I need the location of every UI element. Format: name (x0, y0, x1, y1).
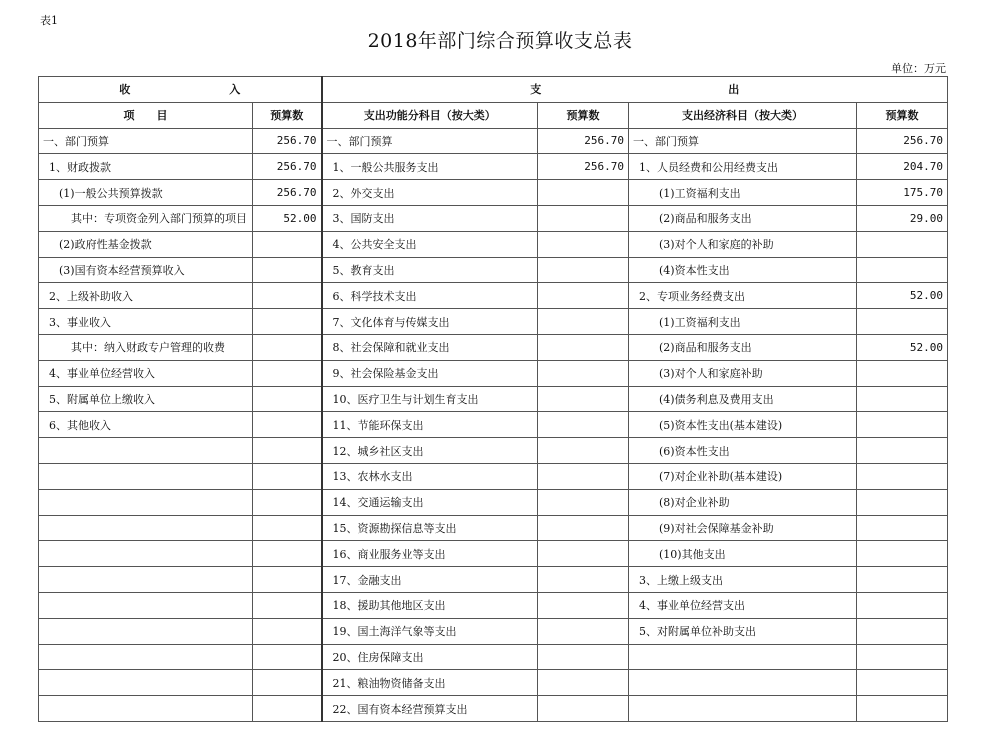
economic-class-cell (629, 696, 857, 722)
economic-amount-cell (857, 541, 948, 567)
income-amount-cell (253, 412, 322, 438)
income-amount-cell (253, 231, 322, 257)
economic-class-cell: (4)资本性支出 (629, 257, 857, 283)
function-class-cell: 2、外交支出 (322, 180, 538, 206)
economic-class-cell (629, 670, 857, 696)
income-amount-cell (253, 257, 322, 283)
table-row (39, 154, 948, 180)
income-amount-cell (253, 515, 322, 541)
function-amount-cell (538, 515, 629, 541)
income-item-cell: 6、其他收入 (39, 412, 253, 438)
income-item-cell (39, 438, 253, 464)
function-amount-cell (538, 618, 629, 644)
function-class-cell: 一、部门预算 (322, 128, 538, 154)
income-item-cell: 其中：纳入财政专户管理的收费 (39, 334, 253, 360)
economic-class-cell: (8)对企业补助 (629, 489, 857, 515)
table-row (39, 360, 948, 386)
income-item-cell (39, 515, 253, 541)
economic-class-cell: (1)工资福利支出 (629, 180, 857, 206)
function-class-cell: 4、公共安全支出 (322, 231, 538, 257)
economic-amount-cell (857, 463, 948, 489)
function-class-cell: 14、交通运输支出 (322, 489, 538, 515)
function-amount-cell (538, 670, 629, 696)
economic-class-cell (629, 644, 857, 670)
header-row-columns (39, 102, 948, 128)
function-amount-cell: 256.70 (538, 128, 629, 154)
table-row (39, 257, 948, 283)
economic-class-cell: (5)资本性支出(基本建设) (629, 412, 857, 438)
economic-class-cell: 一、部门预算 (629, 128, 857, 154)
income-amount-cell (253, 567, 322, 593)
function-amount-cell (538, 592, 629, 618)
function-class-cell: 20、住房保障支出 (322, 644, 538, 670)
economic-amount-cell: 52.00 (857, 334, 948, 360)
table-row (39, 618, 948, 644)
function-amount-cell (538, 412, 629, 438)
income-item-cell: 其中：专项资金列入部门预算的项目 (39, 205, 253, 231)
table-row (39, 438, 948, 464)
income-item-cell (39, 670, 253, 696)
economic-amount-cell (857, 257, 948, 283)
table-row (39, 567, 948, 593)
income-amount-cell (253, 283, 322, 309)
table-number-label: 表1 (40, 14, 58, 27)
function-budget-column-header: 预算数 (538, 102, 629, 128)
income-amount-cell (253, 541, 322, 567)
economic-class-cell: (3)对个人和家庭的补助 (629, 231, 857, 257)
income-amount-cell (253, 696, 322, 722)
economic-amount-cell (857, 670, 948, 696)
income-item-cell: 3、事业收入 (39, 309, 253, 335)
economic-class-cell: (2)商品和服务支出 (629, 205, 857, 231)
function-amount-cell (538, 360, 629, 386)
economic-budget-column-header: 预算数 (857, 102, 948, 128)
table-row (39, 644, 948, 670)
economic-class-column-header: 支出经济科目（按大类） (629, 102, 857, 128)
income-amount-cell (253, 438, 322, 464)
economic-amount-cell (857, 489, 948, 515)
economic-class-cell: (9)对社会保障基金补助 (629, 515, 857, 541)
income-amount-cell (253, 386, 322, 412)
income-amount-cell (253, 463, 322, 489)
table-row (39, 309, 948, 335)
function-class-cell: 16、商业服务业等支出 (322, 541, 538, 567)
income-item-cell (39, 618, 253, 644)
income-item-cell (39, 489, 253, 515)
function-amount-cell (538, 567, 629, 593)
economic-class-cell: 1、人员经费和公用经费支出 (629, 154, 857, 180)
economic-amount-cell (857, 309, 948, 335)
function-class-cell: 7、文化体育与传媒支出 (322, 309, 538, 335)
income-item-cell: 4、事业单位经营收入 (39, 360, 253, 386)
table-row (39, 541, 948, 567)
table-row (39, 489, 948, 515)
economic-amount-cell (857, 360, 948, 386)
economic-amount-cell (857, 644, 948, 670)
income-item-cell (39, 592, 253, 618)
economic-amount-cell (857, 438, 948, 464)
table-row (39, 128, 948, 154)
function-amount-cell (538, 386, 629, 412)
table-row (39, 670, 948, 696)
economic-class-cell: (4)债务利息及费用支出 (629, 386, 857, 412)
income-amount-cell (253, 644, 322, 670)
income-amount-cell (253, 489, 322, 515)
function-amount-cell (538, 283, 629, 309)
income-item-cell: 2、上级补助收入 (39, 283, 253, 309)
economic-class-cell: (7)对企业补助(基本建设) (629, 463, 857, 489)
income-item-cell: 5、附属单位上缴收入 (39, 386, 253, 412)
income-item-cell (39, 567, 253, 593)
table-row (39, 386, 948, 412)
function-class-cell: 11、节能环保支出 (322, 412, 538, 438)
economic-class-cell: 2、专项业务经费支出 (629, 283, 857, 309)
function-class-cell: 22、国有资本经营预算支出 (322, 696, 538, 722)
table-row (39, 283, 948, 309)
function-amount-cell (538, 541, 629, 567)
income-item-cell: (2)政府性基金拨款 (39, 231, 253, 257)
income-item-cell: (1)一般公共预算拨款 (39, 180, 253, 206)
economic-class-cell: (6)资本性支出 (629, 438, 857, 464)
income-amount-cell (253, 334, 322, 360)
income-budget-column-header: 预算数 (253, 102, 322, 128)
economic-amount-cell (857, 231, 948, 257)
economic-class-cell: (10)其他支出 (629, 541, 857, 567)
function-class-cell: 3、国防支出 (322, 205, 538, 231)
function-class-cell: 21、粮油物资储备支出 (322, 670, 538, 696)
function-amount-cell (538, 463, 629, 489)
income-item-cell (39, 644, 253, 670)
economic-amount-cell (857, 618, 948, 644)
expense-group-header: 支 出 (322, 77, 948, 103)
function-class-cell: 19、国土海洋气象等支出 (322, 618, 538, 644)
table-row (39, 515, 948, 541)
income-item-cell (39, 541, 253, 567)
table-row (39, 412, 948, 438)
function-class-cell: 6、科学技术支出 (322, 283, 538, 309)
table-row (39, 592, 948, 618)
income-amount-cell (253, 360, 322, 386)
function-class-cell: 10、医疗卫生与计划生育支出 (322, 386, 538, 412)
function-class-cell: 17、金融支出 (322, 567, 538, 593)
function-class-cell: 12、城乡社区支出 (322, 438, 538, 464)
function-amount-cell (538, 309, 629, 335)
income-item-cell: (3)国有资本经营预算收入 (39, 257, 253, 283)
income-item-cell (39, 463, 253, 489)
table-row (39, 205, 948, 231)
economic-amount-cell (857, 567, 948, 593)
economic-amount-cell (857, 515, 948, 541)
income-amount-cell: 256.70 (253, 180, 322, 206)
function-amount-cell (538, 489, 629, 515)
income-amount-cell (253, 592, 322, 618)
economic-amount-cell: 29.00 (857, 205, 948, 231)
economic-class-cell: (3)对个人和家庭补助 (629, 360, 857, 386)
economic-amount-cell: 175.70 (857, 180, 948, 206)
function-amount-cell (538, 180, 629, 206)
table-row (39, 463, 948, 489)
function-amount-cell (538, 257, 629, 283)
function-amount-cell (538, 205, 629, 231)
income-group-header: 收 入 (39, 77, 322, 103)
function-class-cell: 8、社会保障和就业支出 (322, 334, 538, 360)
header-row-group (39, 77, 948, 103)
function-amount-cell (538, 334, 629, 360)
income-amount-cell: 256.70 (253, 154, 322, 180)
income-item-cell (39, 696, 253, 722)
function-amount-cell (538, 696, 629, 722)
function-class-column-header: 支出功能分科目（按大类） (322, 102, 538, 128)
function-amount-cell (538, 644, 629, 670)
function-class-cell: 13、农林水支出 (322, 463, 538, 489)
function-class-cell: 9、社会保险基金支出 (322, 360, 538, 386)
income-amount-cell (253, 309, 322, 335)
economic-amount-cell (857, 412, 948, 438)
economic-class-cell: (2)商品和服务支出 (629, 334, 857, 360)
table-row (39, 334, 948, 360)
function-class-cell: 15、资源勘探信息等支出 (322, 515, 538, 541)
function-amount-cell: 256.70 (538, 154, 629, 180)
budget-summary-table (38, 76, 948, 722)
economic-amount-cell: 52.00 (857, 283, 948, 309)
economic-amount-cell: 204.70 (857, 154, 948, 180)
economic-amount-cell (857, 386, 948, 412)
page-title: 2018年部门综合预算收支总表 (367, 30, 633, 52)
economic-amount-cell: 256.70 (857, 128, 948, 154)
economic-amount-cell (857, 592, 948, 618)
income-amount-cell (253, 618, 322, 644)
economic-class-cell: 5、对附属单位补助支出 (629, 618, 857, 644)
function-class-cell: 5、教育支出 (322, 257, 538, 283)
function-class-cell: 1、一般公共服务支出 (322, 154, 538, 180)
unit-label: 单位：万元 (891, 62, 946, 75)
function-amount-cell (538, 231, 629, 257)
table-row (39, 696, 948, 722)
economic-amount-cell (857, 696, 948, 722)
income-amount-cell: 52.00 (253, 205, 322, 231)
income-amount-cell (253, 670, 322, 696)
function-class-cell: 18、援助其他地区支出 (322, 592, 538, 618)
table-row (39, 231, 948, 257)
economic-class-cell: (1)工资福利支出 (629, 309, 857, 335)
table-row (39, 180, 948, 206)
function-amount-cell (538, 438, 629, 464)
item-column-header: 项 目 (39, 102, 253, 128)
income-item-cell: 1、财政拨款 (39, 154, 253, 180)
income-item-cell: 一、部门预算 (39, 128, 253, 154)
economic-class-cell: 3、上缴上级支出 (629, 567, 857, 593)
economic-class-cell: 4、事业单位经营支出 (629, 592, 857, 618)
income-amount-cell: 256.70 (253, 128, 322, 154)
